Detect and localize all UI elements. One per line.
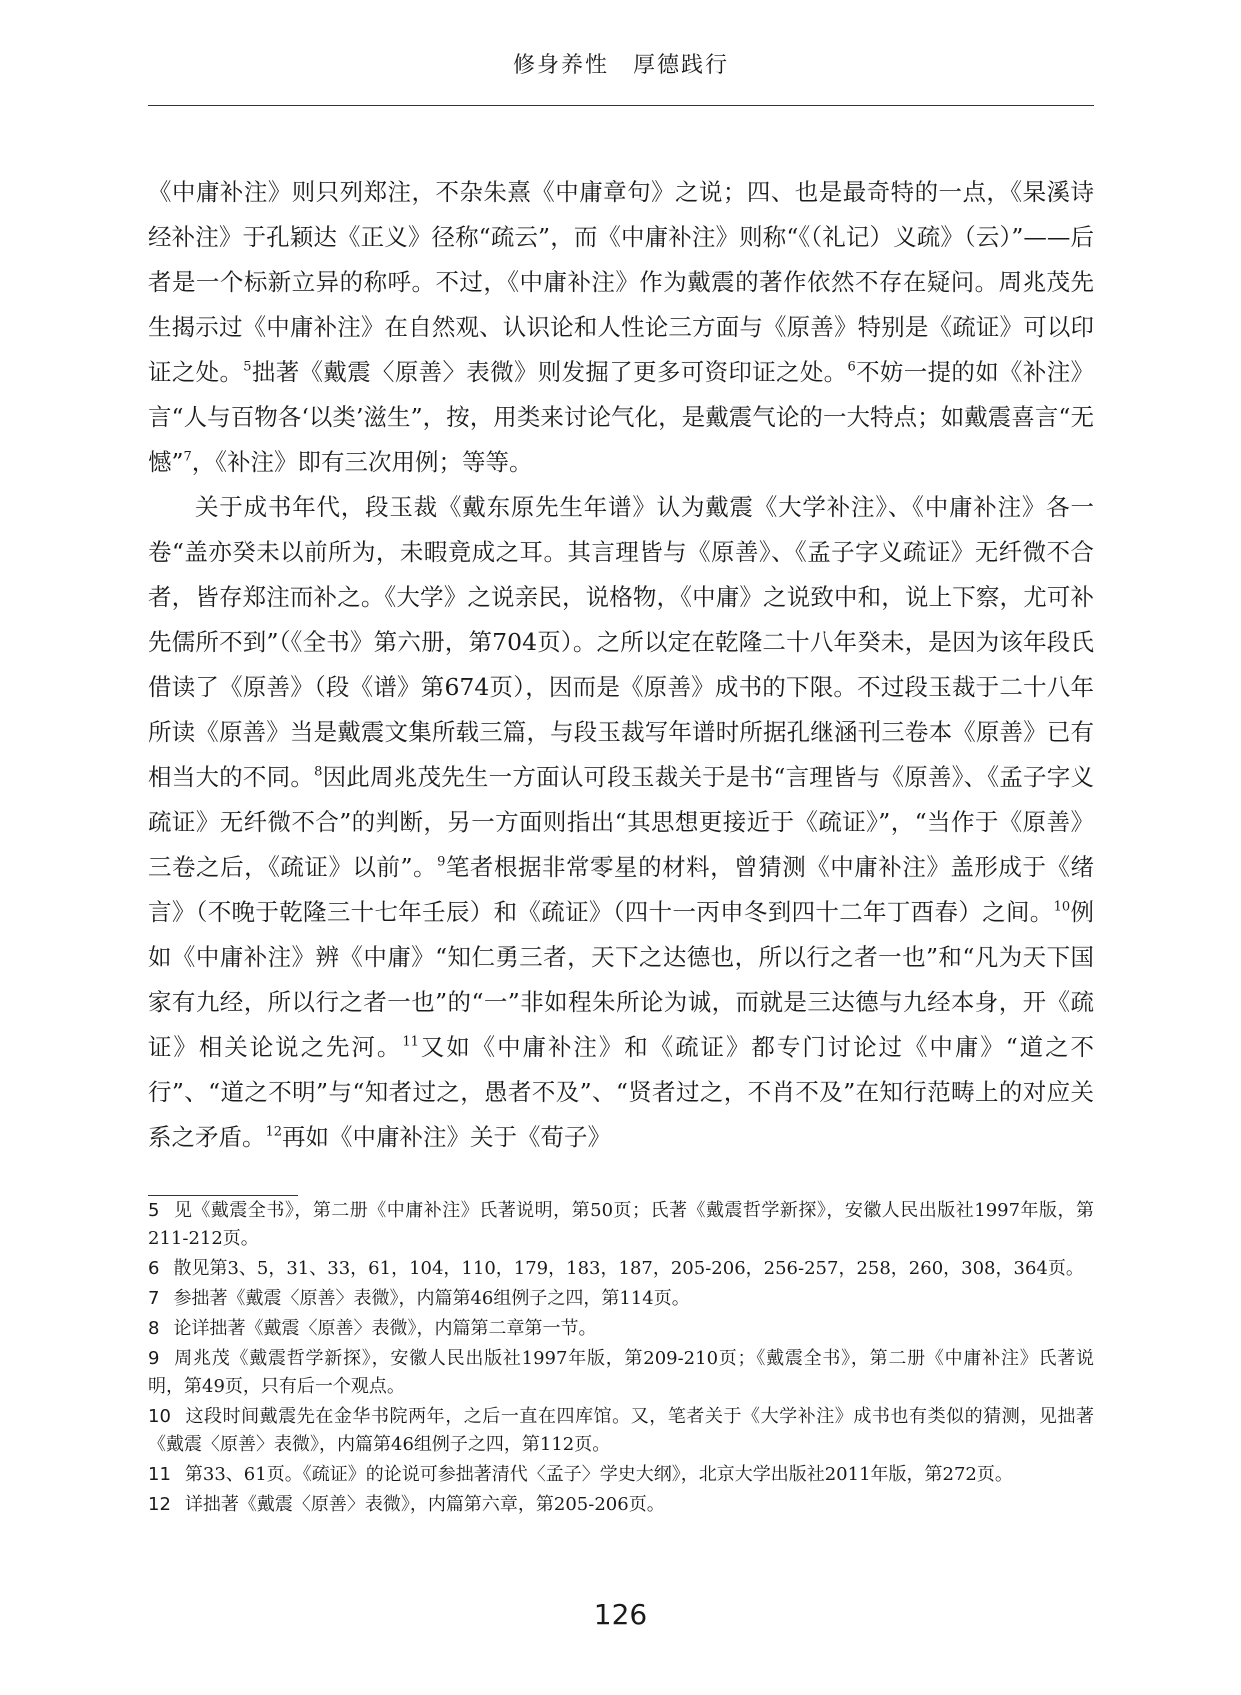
text-segment: ，《补注》即有三次用例；等等。 (191, 448, 533, 476)
paragraph-2 (148, 485, 1094, 1160)
footnote-text: 见《戴震全书》，第二册《中庸补注》氏著说明，第50页；氏著《戴震哲学新探》，安徽人民出版社1997年版，第211-212页。 (148, 1200, 1094, 1249)
text-segment: 拙著《戴震〈原善〉表微》则发掘了更多可资印证之处。 (251, 358, 848, 386)
running-header: 修身养性 厚德践行 (512, 53, 729, 78)
footnote-ref-12[interactable]: 12 (265, 1124, 283, 1140)
footnote-5 (148, 1197, 1094, 1253)
footnote-number: 8 (148, 1318, 160, 1339)
footnote-11 (148, 1461, 1094, 1489)
footnote-number: 6 (148, 1258, 160, 1279)
header-rule (148, 105, 1094, 106)
footnote-ref-9[interactable]: 9 (437, 854, 446, 870)
footnote-number: 10 (148, 1406, 171, 1427)
page-number: 126 (593, 1598, 648, 1631)
footnote-ref-7[interactable]: 7 (183, 449, 192, 465)
text-segment: 再如《中庸补注》关于《荀子》 (282, 1123, 612, 1151)
text-segment: 例如《中庸补注》辨《中庸》“知仁勇三者，天下之达德也，所以行之者一也”和“凡为天下国家有九经，所以行之者一也”的“一”非如程朱所论为诚，而就是三达德与九经本身，开《疏证》相关论说之先河。 (148, 898, 1095, 1061)
main-text (148, 170, 1094, 1160)
footnote-rule (148, 1195, 298, 1196)
text-segment: 关于成书年代，段玉裁《戴东原先生年谱》认为戴震《大学补注》、《中庸补注》各一卷“盖亦癸未以前所为，未暇竟成之耳。其言理皆与《原善》、《孟子字义疏证》无纤微不合者，皆存郑注而补之。《大学》之说亲民，说格物，《中庸》之说致中和，说上下察，尤可补先儒所不到”（《全书》第六册，第704页）。之所以定在乾隆二十八年癸未，是因为该年段氏借读了《原善》（段《谱》第674页），因而是《原善》成书的下限。不过段玉裁于二十八年所读《原善》当是戴震文集所载三篇，与段玉裁写年谱时所据孔继涵刊三卷本《原善》已有相当大的不同。 (148, 493, 1094, 791)
footnote-number: 5 (148, 1200, 160, 1221)
footnote-10 (148, 1403, 1094, 1459)
text-segment: 《中庸补注》则只列郑注，不杂朱熹《中庸章句》之说；四、也是最奇特的一点，《杲溪诗经补注》于孔颖达《正义》径称“疏云”，而《中庸补注》则称“《（礼记）义疏》（云）”——后者是一个标新立异的称呼。不过，《中庸补注》作为戴震的著作依然不存在疑问。周兆茂先生揭示过《中庸补注》在自然观、认识论和人性论三方面与《原善》特别是《疏证》可以印证之处。 (148, 178, 1094, 386)
footnote-ref-11[interactable]: 11 (402, 1034, 419, 1050)
footnote-9 (148, 1345, 1094, 1401)
footnote-7 (148, 1285, 1094, 1313)
footnote-ref-5[interactable]: 5 (243, 359, 252, 375)
footnotes (148, 1197, 1094, 1521)
footnote-text: 周兆茂《戴震哲学新探》，安徽人民出版社1997年版，第209-210页；《戴震全书》，第二册《中庸补注》氏著说明，第49页，只有后一个观点。 (148, 1348, 1094, 1397)
footnote-ref-8[interactable]: 8 (314, 764, 323, 780)
footnote-number: 11 (148, 1464, 171, 1485)
footnote-ref-10[interactable]: 10 (1053, 899, 1071, 915)
text-segment: 又如《中庸补注》和《疏证》都专门讨论过《中庸》“道之不行”、“道之不明”与“知者过之，愚者不及”、“贤者过之，不肖不及”在知行范畴上的对应关系之矛盾。 (148, 1033, 1095, 1151)
text-segment: 因此周兆茂先生一方面认可段玉裁关于是书“言理皆与《原善》、《孟子字义疏证》无纤微不合”的判断，另一方面则指出“其思想更接近于《疏证》”，“当作于《原善》三卷之后，《疏证》以前”。 (148, 763, 1095, 881)
footnote-number: 12 (148, 1494, 171, 1515)
footnote-number: 9 (148, 1348, 160, 1369)
paragraph-1 (148, 170, 1094, 485)
footnote-text: 详拙著《戴震〈原善〉表微》，内篇第六章，第205-206页。 (184, 1494, 665, 1515)
footnote-6 (148, 1255, 1094, 1283)
footnote-ref-6[interactable]: 6 (847, 359, 856, 375)
text-segment: 笔者根据非常零星的材料，曾猜测《中庸补注》盖形成于《绪言》（不晚于乾隆三十七年壬辰）和《疏证》（四十一丙申冬到四十二年丁酉春）之间。 (148, 853, 1095, 926)
footnote-text: 第33、61页。《疏证》的论说可参拙著清代〈孟子〉学史大纲》，北京大学出版社2011年版，第272页。 (184, 1464, 1013, 1485)
footnote-text: 这段时间戴震先在金华书院两年，之后一直在四库馆。又，笔者关于《大学补注》成书也有类似的猜测，见拙著《戴震〈原善〉表微》，内篇第46组例子之四，第112页。 (148, 1406, 1094, 1455)
footnote-text: 参拙著《戴震〈原善〉表微》，内篇第46组例子之四，第114页。 (173, 1288, 690, 1309)
footnote-text: 论详拙著《戴震〈原善〉表微》，内篇第二章第一节。 (173, 1318, 597, 1339)
footnote-12 (148, 1491, 1094, 1519)
text-segment: 不妨一提的如《补注》言“人与百物各‘以类’滋生”，按，用类来讨论气化，是戴震气论的一大特点；如戴震喜言“无憾” (148, 358, 1095, 476)
footnote-number: 7 (148, 1288, 160, 1309)
footnote-8 (148, 1315, 1094, 1343)
footnote-text: 散见第3、5，31、33，61，104，110，179，183，187，205-206，256-257，258，260，308，364页。 (173, 1258, 1084, 1279)
